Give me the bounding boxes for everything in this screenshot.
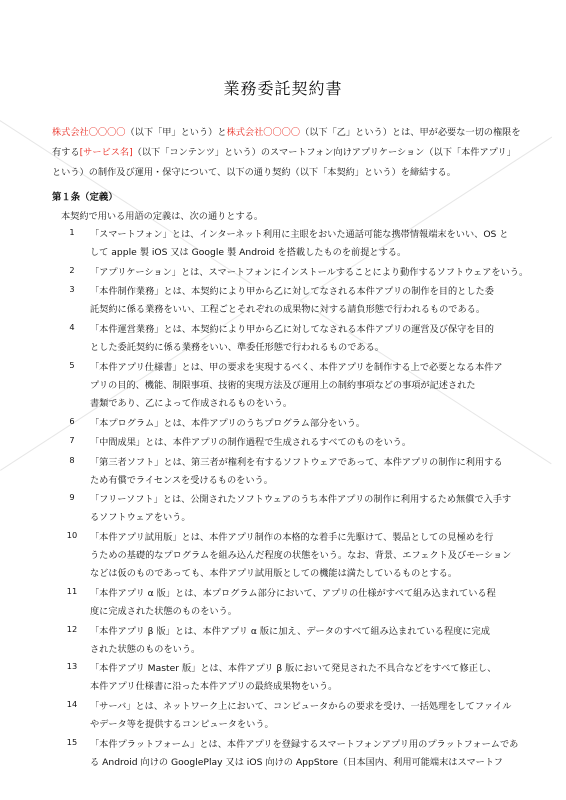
item-number: 7 <box>69 435 75 445</box>
item-text-line: 「フリーソフト」とは、公開されたソフトウェアのうち本件アプリの制作に利用するため無償で入手す <box>90 494 512 506</box>
intro-paragraph <box>52 123 522 183</box>
item-text-line: 「第三者ソフト」とは、第三者が権利を有するソフトウェアであって、本件アプリの制作に利用する <box>90 456 503 468</box>
party-b-name: 株式会社〇〇〇〇 <box>226 127 301 138</box>
item-text-line: 「アプリケーション」とは、スマートフォンにインストールすることにより動作するソフトウェアをいう。 <box>90 266 529 278</box>
item-text-line: 「本件アプリ試用版」とは、本件アプリ制作の本格的な着手に先駆けて、製品としての見極めを行 <box>90 531 494 543</box>
item-text-line: 「本件制作業務」とは、本契約により甲から乙に対してなされる本件アプリの制作を目的とした委 <box>90 286 494 298</box>
item-text-line: 「本件アプリ仕様書」とは、甲の要求を実現するべく、本件アプリを制作する上で必要となる本件ア <box>90 361 503 373</box>
item-text-line: された状態のものをいう。 <box>90 643 201 655</box>
item-text-line: ため有償でライセンスを受けるものをいう。 <box>90 474 273 486</box>
item-text <box>90 736 522 772</box>
item-number: 11 <box>66 585 78 596</box>
item-number: 8 <box>69 454 75 465</box>
item-text-line: 「本件プラットフォーム」とは、本件アプリを登録するスマートフォンアプリ用のプラットフォームであ <box>90 738 519 750</box>
item-text <box>90 264 529 282</box>
intro-text-1: （以下「甲」という）と <box>125 127 227 138</box>
item-number: 1 <box>69 227 75 237</box>
item-text <box>90 491 522 527</box>
item-text-line: やデータ等を提供するコンピュータをいう。 <box>90 719 274 731</box>
item-text <box>90 321 522 357</box>
item-text <box>90 623 522 659</box>
intro-text-2: （以下「乙」という）とは、甲が必要な一切の権限を有する <box>52 127 521 158</box>
item-text-line: 「本件アプリ β 版」とは、本件アプリ α 版に加え、データのすべて組み込まれている程度に完成 <box>90 625 490 637</box>
item-number: 5 <box>69 359 75 370</box>
item-text-line: 「本件アプリ Master 版」とは、本件アプリ β 版において発見された不具合などをすべて修正し、 <box>90 663 497 675</box>
item-number: 15 <box>66 736 78 747</box>
service-name: [サービス名] <box>79 147 133 158</box>
item-number: 14 <box>66 698 78 709</box>
article-lead: 本契約で用いる用語の定義は、次の通りとする。 <box>61 211 264 222</box>
item-text-line: 「サーバ」とは、ネットワーク上において、コンピュータからの要求を受け、一括処理をしてファイル <box>90 700 512 712</box>
item-text-line: 「スマートフォン」とは、インターネット利用に主眼をおいた通話可能な携帯情報端末をいい、OS と <box>90 229 509 240</box>
item-number: 9 <box>69 492 75 503</box>
item-text-line: 書類であり、乙によって作成されるものをいう。 <box>90 398 293 409</box>
item-number: 3 <box>69 284 75 295</box>
item-text <box>90 529 522 584</box>
item-text-line: 「中間成果」とは、本件アプリの制作過程で生成されるすべてのものをいう。 <box>90 437 412 448</box>
item-text-line: 本件アプリ仕様書に沿った本件アプリの最終成果物をいう。 <box>90 681 338 693</box>
item-text <box>90 585 522 621</box>
party-a-name: 株式会社〇〇〇〇 <box>52 127 126 138</box>
item-text <box>90 454 522 490</box>
item-text <box>90 660 522 696</box>
item-text <box>90 283 522 319</box>
item-number: 12 <box>66 623 78 634</box>
item-text-line: 「本プログラム」とは、本件アプリのうちプログラム部分をいう。 <box>90 417 366 429</box>
item-text <box>90 434 522 452</box>
item-number: 13 <box>66 661 78 672</box>
item-number: 4 <box>69 321 75 332</box>
item-text-line: 「本件運営業務」とは、本契約により甲から乙に対してなされる本件アプリの運営及び保守を目的 <box>90 323 494 335</box>
item-text-line: して apple 製 iOS 又は Google 製 Android を搭載したものを前提とする。 <box>90 247 407 259</box>
item-text <box>90 226 522 262</box>
item-text-line: 「本件アプリ α 版」とは、本プログラム部分において、アプリの仕様がすべて組み込まれている程 <box>90 587 496 599</box>
item-text-line: プリの目的、機能、制限事項、技術的実現方法及び運用上の制約事項などの事項が記述された <box>90 379 476 391</box>
item-text-line: うための基礎的なプログラムを組み込んだ程度の状態をいう。なお、背景、エフェクト及びモーション <box>90 550 512 562</box>
item-text <box>90 359 522 414</box>
item-text-line: る Android 向けの GooglePlay 又は iOS 向けの AppStore（日本国内、利用可能端末はスマートフ <box>90 756 503 768</box>
item-text-line: るソフトウェアをいう。 <box>90 512 191 524</box>
article-heading: 第１条（定義） <box>52 192 118 203</box>
item-text-line: などは仮のものであっても、本件アプリ試用版としての機能は満たしているものとする。 <box>90 568 458 580</box>
item-text-line: 度に完成された状態のものをいう。 <box>90 606 237 617</box>
item-text-line: 託契約に係る業務をいい、工程ごとそれぞれの成果物に対する請負形態で行われるものである。 <box>90 304 486 316</box>
item-number: 10 <box>66 529 78 540</box>
item-number: 6 <box>69 415 75 426</box>
item-text <box>90 415 522 433</box>
item-text <box>90 698 522 734</box>
item-text-line: とした委託契約に係る業務をいい、準委任形態で行われるものである。 <box>90 342 384 354</box>
intro-text-3: （以下「コンテンツ」という）のスマートフォン向けアプリケーション（以下「本件アプリ」という）の制作及び運用・保守について、以下の通り契約（以下「本契約」という）を締結する。 <box>52 147 516 178</box>
document-title: 業務委託契約書 <box>223 79 343 98</box>
item-number: 2 <box>69 264 75 275</box>
